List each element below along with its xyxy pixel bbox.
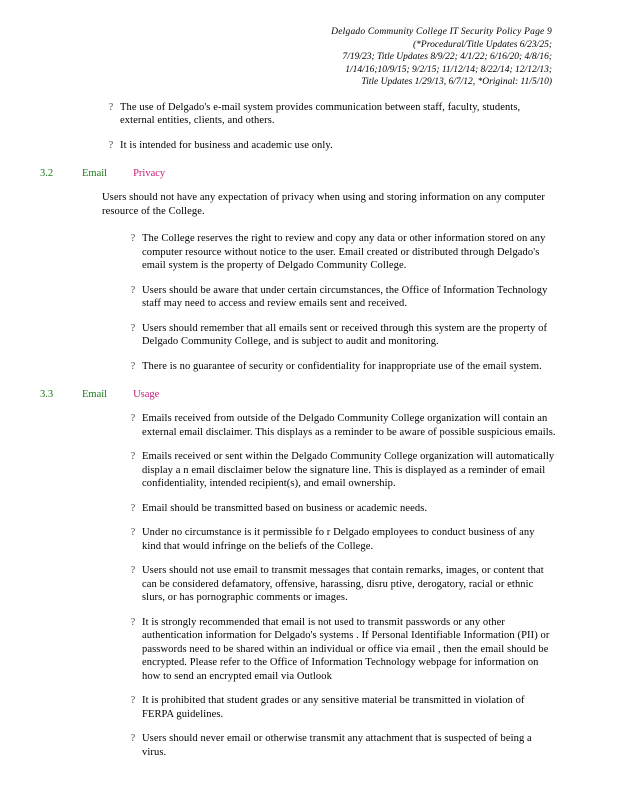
bullet-icon: ? — [108, 139, 114, 151]
section-title-secondary: Privacy — [133, 168, 166, 179]
list-item — [124, 502, 556, 516]
list-item-text: There is no guarantee of security or confidentiality for inappropriate use of the email system. — [142, 360, 542, 372]
bullet-icon: ? — [130, 284, 136, 296]
bullet-icon: ? — [130, 360, 136, 372]
bullet-icon: ? — [130, 733, 136, 744]
list-item — [124, 450, 556, 491]
bullet-icon: ? — [130, 502, 136, 514]
header-line-5: Title Updates 1/29/13, 6/7/12, *Original: 11/5/10) — [361, 77, 552, 87]
list-item — [124, 694, 556, 721]
bullet-icon: ? — [130, 322, 136, 334]
header-line-3: 7/19/23; Title Updates 8/9/22; 4/1/22; 6/16/20; 4/8/16; — [342, 52, 552, 62]
bullet-icon: ? — [130, 413, 136, 424]
list-item-text: Users should not use email to transmit messages that contain remarks, images, or content that can be considered defamatory, offensive, harassing, disru ptive, derogatory, racial or ethnic slurs, or has pornographic comments or images. — [142, 565, 544, 603]
bullet-icon: ? — [130, 233, 136, 244]
header-line-2: (*Procedural/Title Updates 6/23/25; — [413, 39, 552, 50]
bullet-icon: ? — [130, 451, 136, 462]
page-header — [40, 26, 556, 89]
header-line-1: Delgado Community College IT Security Policy Page 9 — [331, 27, 552, 37]
list-item-text: Users should be aware that under certain circumstances, the Office of Information Technology staff may need to access and review emails sent and received. — [142, 284, 548, 309]
list-item — [124, 564, 556, 605]
list-item — [102, 101, 556, 128]
bullet-icon: ? — [108, 101, 114, 113]
list-item-text: It is strongly recommended that email is not used to transmit passwords or any other authentication information for Delgado's systems . If Personal Identifiable Information (PII) or passwords need to be shared within an individual or office via email , then the email should be encrypted. Please refer to the Office of Information Technology webpage for information on how to send an encrypted email via Outlook — [142, 616, 550, 682]
list-item-text: It is intended for business and academic use only. — [120, 139, 333, 151]
section-number: 3.3 — [40, 389, 54, 400]
section-title-secondary: Usage — [133, 389, 160, 400]
list-item — [124, 360, 556, 374]
bullet-icon: ? — [130, 527, 136, 538]
list-item — [124, 732, 556, 759]
list-item-text: Email should be transmitted based on business or academic needs. — [142, 502, 428, 514]
list-item — [102, 139, 556, 153]
list-item-text: Under no circumstance is it permissible fo r Delgado employees to conduct business of any kind that would infringe on the beliefs of the College. — [142, 527, 535, 552]
document-body — [40, 101, 556, 760]
section-heading-3-2 — [40, 168, 556, 179]
section-heading-3-3 — [40, 389, 556, 400]
list-item — [124, 412, 556, 439]
list-item — [124, 284, 556, 311]
list-item-text: Emails received or sent within the Delgado Community College organization will automatically display a n email disclaimer below the signature line. This is displayed as a reminder of email confidentiality, intended recipient(s), and email ownership. — [142, 451, 555, 489]
section-number: 3.2 — [40, 168, 54, 179]
list-item — [124, 526, 556, 553]
list-item-text: Users should never email or otherwise transmit any attachment that is suspected of being a virus. — [142, 733, 532, 758]
bullet-icon: ? — [130, 616, 136, 628]
list-item-text: It is prohibited that student grades or any sensitive material be transmitted in violation of FERPA guidelines. — [142, 695, 525, 720]
bullet-icon: ? — [130, 565, 136, 576]
list-item-text: The use of Delgado's e-mail system provides communication between staff, faculty, students, external entities, clients, and others. — [120, 101, 521, 126]
bullet-icon: ? — [130, 695, 136, 706]
list-item — [124, 616, 556, 684]
header-line-4: 1/14/16;10/9/15; 9/2/15; 11/12/14; 8/22/14; 12/12/13; — [345, 64, 552, 75]
list-item-text: The College reserves the right to review and copy any data or other information stored on any computer resource without notice to the user. Email created or distributed through Delgado's email system is the property of Delgado Community College. — [142, 233, 546, 271]
list-item — [124, 232, 556, 273]
section-title-primary: Email — [82, 168, 108, 179]
list-item-text: Users should remember that all emails sent or received through this system are the property of Delgado Community College, and is subject to audit and monitoring. — [142, 322, 548, 347]
section-intro-paragraph: Users should not have any expectation of privacy when using and storing information on any computer resource of the College. — [102, 192, 545, 217]
section-title-primary: Email — [82, 389, 108, 400]
list-item-text: Emails received from outside of the Delgado Community College organization will contain an external email disclaimer. This displays as a reminder to be aware of possible suspicious emails. — [142, 413, 556, 438]
list-item — [124, 322, 556, 349]
